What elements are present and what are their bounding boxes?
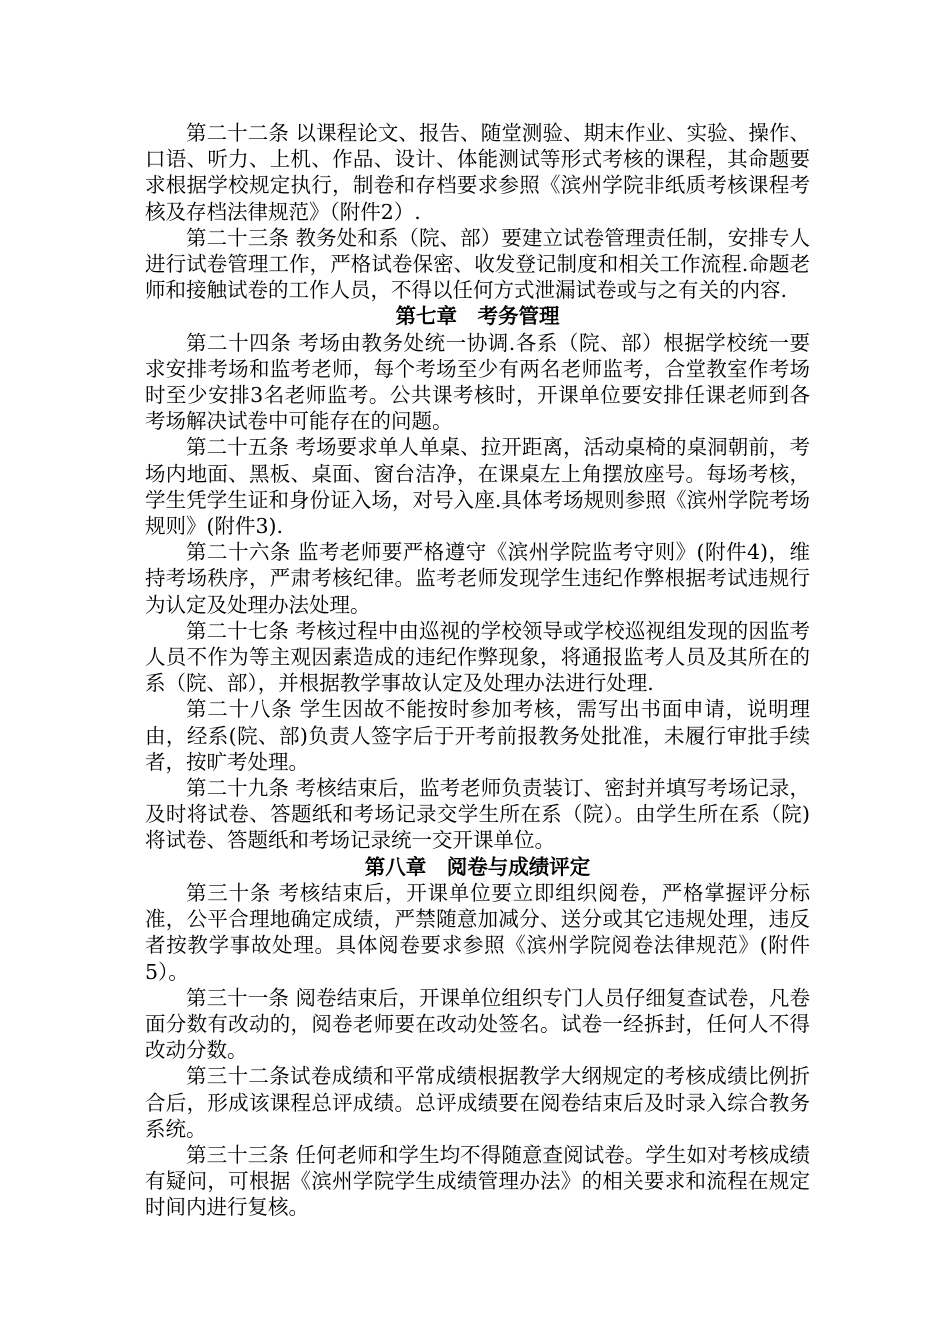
article-24: 第二十四条 考场由教务处统一协调.各系（院、部）根据学校统一要求安排考场和监考老师，每个考场至少有两名老师监考，合堂教室作考场时至少安排3名老师监考。公共课考核时，开课单位要安排任课老师到各考场解决试卷中可能存在的问题。 xyxy=(145,330,810,434)
article-29: 第二十九条 考核结束后，监考老师负责装订、密封并填写考场记录，及时将试卷、答题纸和考场记录交学生所在系（院）。由学生所在系（院)将试卷、答题纸和考场记录统一交开课单位。 xyxy=(145,776,810,853)
article-33: 第三十三条 任何老师和学生均不得随意查阅试卷。学生如对考核成绩有疑问，可根据《滨州学院学生成绩管理办法》的相关要求和流程在规定时间内进行复核。 xyxy=(145,1142,810,1220)
article-32: 第三十二条试卷成绩和平常成绩根据教学大纲规定的考核成绩比例折合后，形成该课程总评成绩。总评成绩要在阅卷结束后及时录入综合教务系统。 xyxy=(145,1064,810,1141)
article-30: 第三十条 考核结束后，开课单位要立即组织阅卷，严格掌握评分标准，公平合理地确定成绩，严禁随意加减分、送分或其它违规处理，违反者按教学事故处理。具体阅卷要求参照《滨州学院阅卷法律规范》(附件5）。 xyxy=(145,880,810,984)
article-26: 第二十六条 监考老师要严格遵守《滨州学院监考守则》(附件4)，维持考场秩序，严肃考核纪律。监考老师发现学生违纪作弊根据考试违规行为认定及处理办法处理。 xyxy=(145,540,810,617)
article-27: 第二十七条 考核过程中由巡视的学校领导或学校巡视组发现的因监考人员不作为等主观因素造成的违纪作弊现象，将通报监考人员及其所在的系（院、部），并根据教学事故认定及处理办法进行处理. xyxy=(145,618,810,696)
document-page xyxy=(145,120,810,1221)
chapter-7-heading: 第七章 考务管理 xyxy=(395,304,560,329)
article-31: 第三十一条 阅卷结束后，开课单位组织专门人员仔细复查试卷，凡卷面分数有改动的，阅卷老师要在改动处签名。试卷一经拆封，任何人不得改动分数。 xyxy=(145,985,810,1063)
article-25: 第二十五条 考场要求单人单桌、拉开距离，活动桌椅的桌洞朝前，考场内地面、黑板、桌面、窗台洁净，在课桌左上角摆放座号。每场考核，学生凭学生证和身份证入场，对号入座.具体考场规则参照《滨州学院考场规则》(附件3). xyxy=(145,435,810,539)
article-23: 第二十三条 教务处和系（院、部）要建立试卷管理责任制，安排专人进行试卷管理工作，严格试卷保密、收发登记制度和相关工作流程.命题老师和接触试卷的工作人员，不得以任何方式泄漏试卷或与之有关的内容. xyxy=(145,225,810,303)
article-22: 第二十二条 以课程论文、报告、随堂测验、期末作业、实验、操作、口语、听力、上机、作品、设计、体能测试等形式考核的课程，其命题要求根据学校规定执行，制卷和存档要求参照《滨州学院非纸质考核课程考核及存档法律规范》（附件2）. xyxy=(145,121,810,224)
article-28: 第二十八条 学生因故不能按时参加考核，需写出书面申请，说明理由，经系(院、部)负责人签字后于开考前报教务处批准，未履行审批手续者，按旷考处理。 xyxy=(145,697,810,774)
chapter-8-heading: 第八章 阅卷与成绩评定 xyxy=(364,854,591,879)
